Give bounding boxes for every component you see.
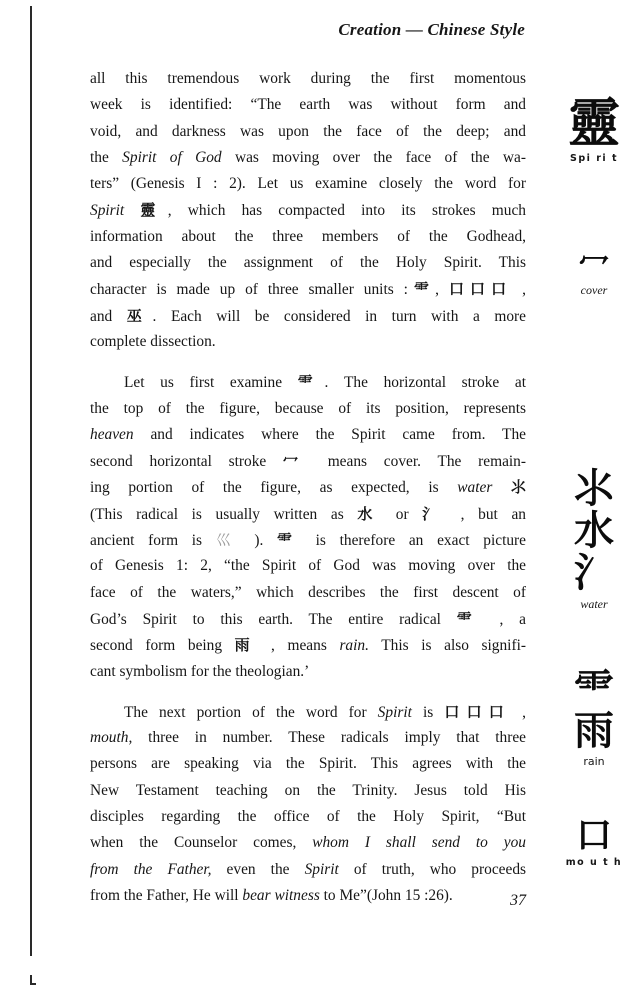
text-line: the top of the figure, because of its position, represents [90, 399, 526, 417]
text-line: week is identified: “The earth was without form and [90, 96, 526, 114]
text-line: and 巫. Each will be considered in turn with a more [90, 306, 526, 325]
text-line: complete dissection. [90, 332, 216, 350]
rain-caption: rain [583, 755, 605, 768]
cover-caption: cover [580, 283, 608, 297]
text-line: Let us first examine ⻗. The horizontal stroke at [124, 373, 526, 392]
text-line: ancient form is 巛 ). ⻗ is therefore an exact picture [90, 531, 526, 550]
chinese-radical: ⺢ [510, 478, 526, 497]
text-line: when the Counselor comes, whom I shall send to you [90, 834, 526, 852]
text-line: of Genesis 1: 2, “the Spirit of God was moving over the [90, 557, 526, 575]
margin-note-mouth [556, 815, 632, 868]
chinese-radical: 水 [357, 504, 383, 523]
paragraph-3 [90, 699, 526, 909]
margin-note-rain [556, 668, 632, 768]
mouth-character: 口 [575, 815, 612, 856]
text-line: Spirit 靈, which has compacted into its strokes much [90, 201, 526, 220]
left-vertical-rule [30, 6, 32, 956]
margin-note-cover [556, 247, 632, 298]
body-text [90, 66, 526, 909]
italic-text: Spirit [377, 703, 412, 721]
spirit-caption: Spi ri t [570, 153, 618, 164]
text-line: the Spirit of God was moving over the face of the wa- [90, 148, 526, 166]
text-line: from the Father, even the Spirit of truth, who proceeds [90, 860, 527, 878]
water-caption: water [580, 597, 608, 611]
text-line: heaven and indicates where the Spirit came from. The [90, 425, 526, 443]
cover-character: 冖 [579, 247, 609, 282]
text-line: and especially the assignment of the Holy Spirit. This [90, 254, 526, 272]
text-line: second form being 雨 , means rain. This is also signifi- [90, 636, 526, 655]
text-line: New Testament teaching on the Trinity. Jesus told His [90, 781, 526, 799]
chinese-radical: 冖 [283, 452, 311, 471]
paragraph-2 [90, 369, 526, 685]
text-line: from the Father, He will bear witness to Me”(John 15 :26). [90, 886, 453, 904]
chinese-radical: 靈 [140, 201, 168, 220]
chinese-radical: 雨 [234, 636, 259, 655]
text-line: void, and darkness was upon the face of the deep; and [90, 122, 526, 140]
chinese-radical: ⻗ [277, 531, 302, 550]
text-line: God’s Spirit to this earth. The entire radical ⻗ , a [90, 609, 526, 628]
chinese-radical: 氵 [422, 504, 448, 523]
italic-text: Spirit [304, 860, 339, 878]
italic-text: from the Father, [90, 860, 212, 878]
text-line: character is made up of three smaller units :⻗, 口口口 , [90, 280, 527, 299]
italic-text: Spirit [90, 202, 125, 220]
ancient-radical: 巛 [215, 531, 241, 550]
text-line: second horizontal stroke 冖 means cover. The remain- [90, 452, 526, 471]
italic-text: rain. [339, 637, 369, 655]
text-line: all this tremendous work during the first momentous [90, 70, 526, 87]
text-line: cant symbolism for the theologian.’ [90, 662, 310, 680]
water-characters: ⺢ 水 氵 [574, 466, 614, 596]
rain-characters: ⻗ 雨 [574, 666, 614, 754]
text-line: ters” (Genesis I : 2). Let us examine closely the word for [90, 175, 526, 193]
spirit-character: 靈 [567, 94, 620, 154]
text-line: (This radical is usually written as 水 or 氵 , but an [90, 504, 526, 523]
text-line: persons are speaking via the Spirit. This agrees with the [90, 755, 526, 773]
text-line: information about the three members of the Godhead, [90, 227, 526, 245]
chinese-radical: ⻗ [407, 280, 436, 299]
paragraph-1 [90, 66, 526, 355]
left-corner-mark [30, 975, 32, 985]
text-line: face of the waters,” which describes the first descent of [90, 583, 526, 601]
text-line: disciples regarding the office of the Holy Spirit, “But [90, 808, 526, 826]
chinese-radical: ⻗ [297, 373, 325, 392]
italic-text: witness [274, 886, 320, 904]
italic-text: bear [242, 886, 271, 904]
page-number: 37 [510, 892, 526, 909]
chinese-radical: 口口口 [444, 702, 512, 721]
italic-text: whom I shall send to you [312, 834, 526, 852]
italic-text: water [457, 479, 493, 497]
italic-text: heaven [90, 425, 134, 443]
text-line: mouth, three in number. These radicals imply that three [90, 729, 526, 747]
italic-text: mouth, [90, 729, 133, 747]
margin-note-water [556, 468, 632, 612]
italic-text: Spirit of God [122, 148, 222, 166]
mouth-caption: mo u t h [565, 857, 623, 868]
chinese-radical: 巫 [126, 306, 153, 325]
text-line: The next portion of the word for Spirit is 口口口 , [124, 702, 526, 721]
text-line: ing portion of the figure, as expected, is water ⺢ [90, 478, 526, 497]
chinese-radical: ⻗ [456, 609, 484, 628]
chinese-radical: 口口口 [448, 280, 513, 299]
running-header: Creation — Chinese Style [338, 20, 525, 39]
margin-note-spirit [556, 94, 632, 164]
